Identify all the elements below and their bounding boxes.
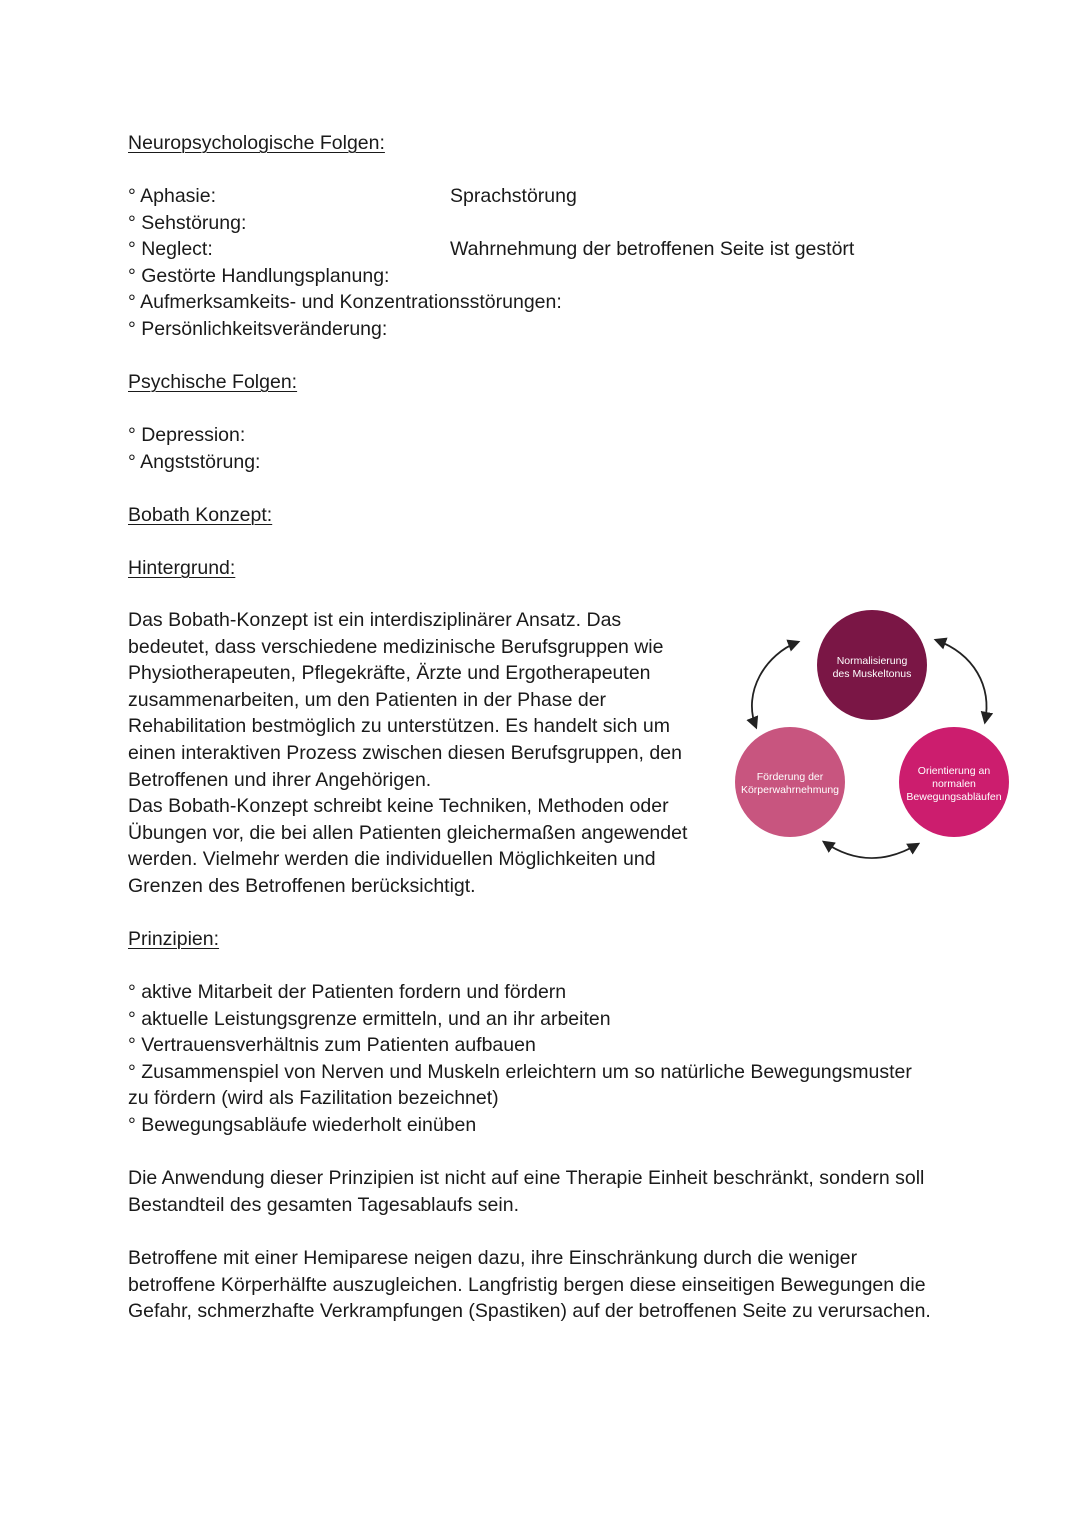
circle-movement-patterns-label: Bewegungsabläufen [906, 791, 1002, 803]
bobath-cycle-diagram [728, 600, 1018, 870]
paragraph-line: betroffene Körperhälfte auszugleichen. Langfristig bergen diese einseitigen Bewegungen die [128, 1273, 926, 1296]
item-label: ° Aufmerksamkeits- und Konzentrationsstörungen: [128, 291, 562, 313]
principles-list [128, 979, 912, 1139]
paragraph-line: Rehabilitation bestmöglich zu unterstützen. Es handelt sich um [128, 715, 670, 738]
paragraph-line: Das Bobath-Konzept schreibt keine Techniken, Methoden oder [128, 795, 669, 818]
list-item [128, 236, 958, 263]
paragraph-line: werden. Vielmehr werden die individuellen Möglichkeiten und [128, 848, 656, 871]
circle-movement-patterns-label: Orientierung an [917, 765, 991, 777]
list-item [128, 316, 958, 343]
list-item [128, 210, 958, 237]
list-item [128, 183, 958, 210]
paragraph-line: Gefahr, schmerzhafte Verkrampfungen (Spastiken) auf der betroffenen Seite zu verursachen. [128, 1300, 931, 1323]
circle-movement-patterns-label: normalen [932, 778, 976, 790]
paragraph-line: zusammenarbeiten, um den Patienten in der Phase der [128, 688, 607, 711]
hemiparese-paragraph [128, 1245, 931, 1325]
paragraph-line: Die Anwendung dieser Prinzipien ist nicht auf eine Therapie Einheit beschränkt, sondern soll [128, 1167, 925, 1189]
paragraph-line: Physiotherapeuten, Pflegekräfte, Ärzte und Ergotherapeuten [128, 662, 651, 685]
list-item: zu fördern (wird als Fazilitation bezeichnet) [128, 1087, 499, 1110]
background-paragraph [128, 607, 687, 900]
cycle-arrow-left [752, 642, 798, 727]
paragraph-line: Grenzen des Betroffenen berücksichtigt. [128, 874, 476, 897]
paragraph-line: bedeutet, dass verschiedene medizinische Berufsgruppen wie [128, 635, 664, 658]
item-value: Wahrnehmung der betroffenen Seite ist gestört [450, 238, 855, 260]
application-paragraph [128, 1165, 924, 1218]
item-label: ° Persönlichkeitsveränderung: [128, 317, 388, 340]
item-value: Sprachstörung [450, 185, 577, 207]
list-item: ° Angststörung: [128, 450, 261, 473]
cycle-arrow-bottom [824, 842, 918, 858]
list-item: ° aktuelle Leistungsgrenze ermitteln, und an ihr arbeiten [128, 1007, 611, 1030]
section-heading-psychological: Psychische Folgen: [128, 371, 298, 393]
paragraph-line: Betroffenen und ihrer Angehörigen. [128, 768, 432, 791]
list-item [128, 263, 958, 290]
item-label: ° Neglect: [128, 238, 213, 260]
section-heading-neuropsychological: Neuropsychologische Folgen: [128, 132, 385, 154]
item-label: ° Sehstörung: [128, 211, 247, 234]
paragraph-line: Übungen vor, die bei allen Patienten gleichermaßen angewendet [128, 821, 688, 844]
circle-muscle-tone-label: Normalisierung [836, 655, 908, 667]
list-item: ° Bewegungsabläufe wiederholt einüben [128, 1113, 477, 1136]
paragraph-line: Betroffene mit einer Hemiparese neigen dazu, ihre Einschränkung durch die weniger [128, 1247, 858, 1269]
section-heading-principles: Prinzipien: [128, 928, 220, 950]
cycle-arrow-right [936, 640, 986, 722]
paragraph-line: Das Bobath-Konzept ist ein interdisziplinärer Ansatz. Das [128, 609, 622, 631]
list-item: ° aktive Mitarbeit der Patienten fordern und fördern [128, 981, 567, 1003]
circle-muscle-tone-label: des Muskeltonus [832, 668, 912, 680]
list-item: ° Depression: [128, 424, 246, 446]
item-label: ° Aphasie: [128, 185, 217, 207]
paragraph-line: einen interaktiven Prozess zwischen diesen Berufsgruppen, den [128, 741, 682, 764]
list-item [128, 289, 958, 316]
list-item: ° Vertrauensverhältnis zum Patienten aufbauen [128, 1034, 536, 1057]
paragraph-line: Bestandteil des gesamten Tagesablaufs sein. [128, 1193, 519, 1216]
list-item: ° Zusammenspiel von Nerven und Muskeln erleichtern um so natürliche Bewegungsmuster [128, 1060, 912, 1083]
item-label: ° Gestörte Handlungsplanung: [128, 264, 390, 287]
circle-body-awareness-label: Körperwahrnehmung [740, 784, 840, 796]
section-heading-bobath: Bobath Konzept: [128, 504, 273, 526]
circle-body-awareness-label: Förderung der [756, 771, 824, 783]
section-heading-background: Hintergrund: [128, 557, 236, 579]
